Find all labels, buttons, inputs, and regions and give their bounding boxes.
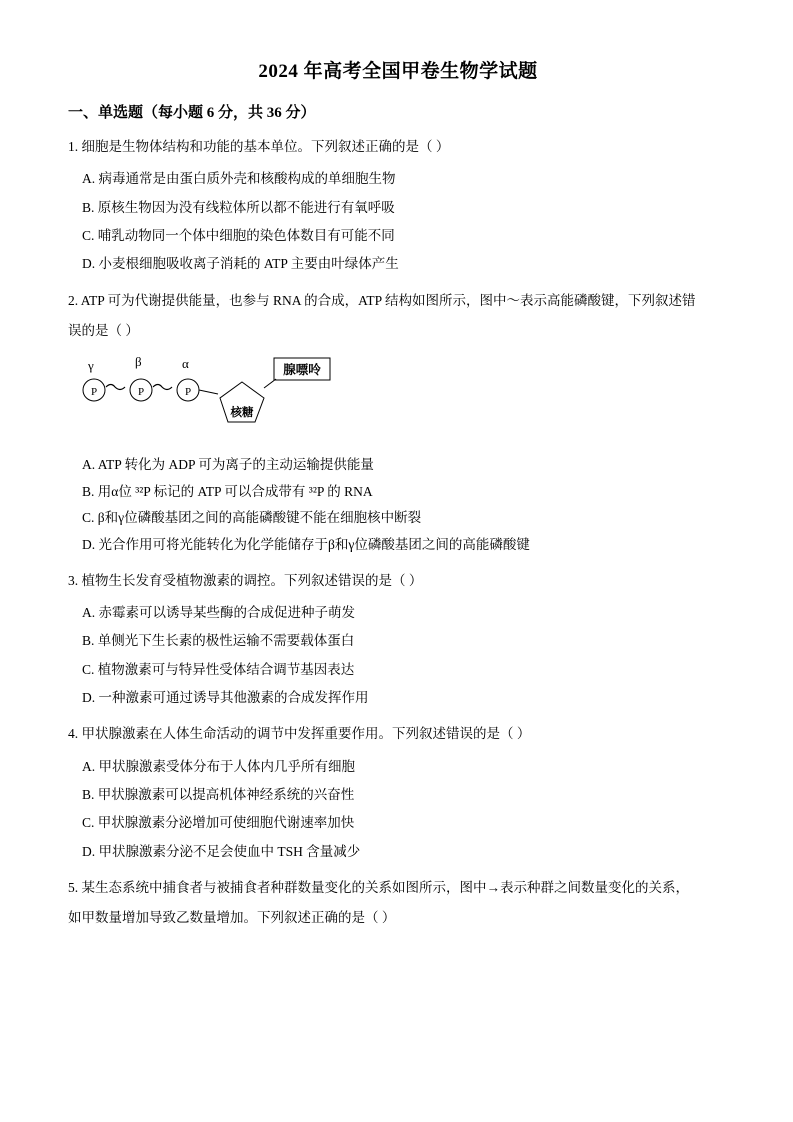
section-heading: 一、单选题（每小题 6 分，共 36 分）: [68, 105, 316, 121]
question-4-option-a: A. 甲状腺激素受体分布于人体内几乎所有细胞: [82, 758, 355, 774]
question-2-stem-line-1: 2. ATP 可为代谢提供能量，也参与 RNA 的合成，ATP 结构如图所示，图中～表示高能磷酸键，下列叙述错: [68, 292, 696, 308]
question-4-option-b: B. 甲状腺激素可以提高机体神经系统的兴奋性: [82, 786, 355, 802]
question-3-option-b: B. 单侧光下生长素的极性运输不需要载体蛋白: [82, 633, 355, 649]
label-gamma: γ: [88, 358, 94, 374]
question-4-option-d: D. 甲状腺激素分泌不足会使血中 TSH 含量减少: [82, 843, 361, 859]
question-1-option-c: C. 哺乳动物同一个体中细胞的染色体数目有可能不同: [82, 227, 395, 243]
question-2-option-b: B. 用α位 ³²P 标记的 ATP 可以合成带有 ³²P 的 RNA: [82, 483, 373, 499]
question-4-stem: 4. 甲状腺激素在人体生命活动的调节中发挥重要作用。下列叙述错误的是（ ）: [68, 726, 531, 742]
question-3-option-a: A. 赤霉素可以诱导某些酶的合成促进种子萌发: [82, 605, 355, 621]
label-p-gamma: P: [90, 386, 98, 399]
label-ribose: 核糖: [230, 407, 254, 420]
question-3-stem: 3. 植物生长发育受植物激素的调控。下列叙述错误的是（ ）: [68, 572, 423, 588]
label-alpha: α: [182, 356, 189, 372]
label-p-beta: P: [137, 386, 145, 399]
atp-structure-diagram: [68, 354, 728, 440]
label-adenine: 腺嘌呤: [283, 363, 321, 378]
question-2-stem-line-2: 误的是（ ）: [68, 322, 139, 338]
question-3-option-c: C. 植物激素可与特异性受体结合调节基因表达: [82, 661, 355, 677]
question-1-option-d: D. 小麦根细胞吸收离子消耗的 ATP 主要由叶绿体产生: [82, 256, 399, 272]
question-3-option-d: D. 一种激素可通过诱导其他激素的合成发挥作用: [82, 690, 369, 705]
question-5-stem-line-1: 5. 某生态系统中捕食者与被捕食者种群数量变化的关系如图所示，图中→表示种群之间数量变化的关系，: [68, 879, 689, 895]
question-4-option-c: C. 甲状腺激素分泌增加可使细胞代谢速率加快: [82, 815, 355, 831]
question-2-option-c: C. β和γ位磷酸基团之间的高能磷酸键不能在细胞核中断裂: [82, 510, 422, 526]
label-beta: β: [135, 354, 142, 370]
label-p-alpha: P: [184, 386, 192, 399]
page-content: [68, 56, 728, 938]
question-1-stem: 1. 细胞是生物体结构和功能的基本单位。下列叙述正确的是（ ）: [68, 139, 450, 154]
question-1-option-a: A. 病毒通常是由蛋白质外壳和核酸构成的单细胞生物: [82, 171, 396, 187]
page-title: 2024 年高考全国甲卷生物学试题: [258, 61, 538, 82]
question-5-stem-line-2: 如甲数量增加导致乙数量增加。下列叙述正确的是（ ）: [68, 910, 396, 926]
question-2-option-d: D. 光合作用可将光能转化为化学能储存于β和γ位磷酸基团之间的高能磷酸键: [82, 537, 530, 553]
question-1-option-b: B. 原核生物因为没有线粒体所以都不能进行有氧呼吸: [82, 199, 395, 215]
question-2-option-a: A. ATP 转化为 ADP 可为离子的主动运输提供能量: [82, 457, 374, 473]
